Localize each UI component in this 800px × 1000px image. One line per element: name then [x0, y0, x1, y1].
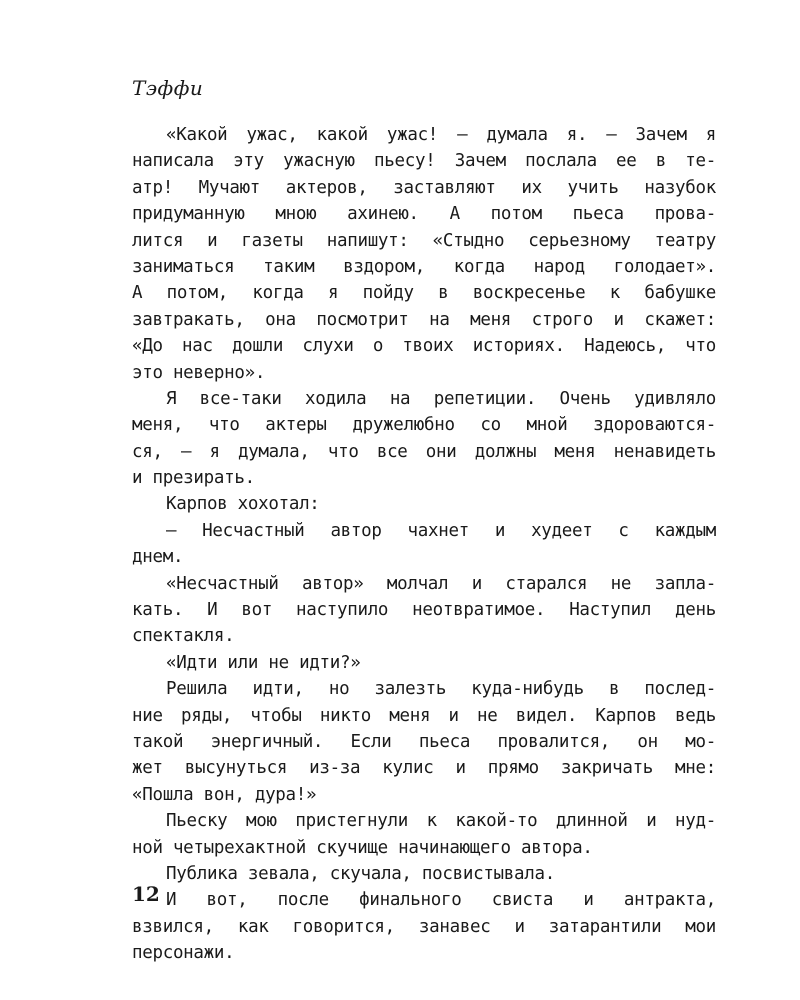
paragraph [132, 122, 716, 386]
text-line: ние ряды, чтобы никто меня и не видел. Карпов ведь [132, 705, 716, 726]
text-line: заниматься таким вздором, когда народ голодает». [132, 256, 716, 277]
text-line: «Идти или не идти?» [166, 652, 361, 673]
paragraph [132, 386, 716, 492]
text-line: написала эту ужасную пьесу! Зачем послала ее в те- [132, 151, 716, 172]
text-line: Пьеску мою пристегнули к какой-то длинной и нуд- [166, 811, 716, 832]
paragraph [132, 676, 716, 808]
text-line: взвился, как говорится, занавес и затарантили мои [132, 916, 716, 937]
text-line: лится и газеты напишут: «Стыдно серьезному театру [132, 230, 716, 251]
text-line: Решила идти, но залезть куда-нибудь в послед- [166, 679, 716, 700]
text-line: «Какой ужас, какой ужас! — думала я. — Зачем я [166, 125, 716, 145]
text-line: днем. [132, 547, 184, 568]
paragraph [132, 887, 716, 966]
text-line: меня, что актеры дружелюбно со мной здороваются- [132, 415, 716, 436]
paragraph [132, 808, 716, 861]
text-line: такой энергичный. Если пьеса провалится, он мо- [132, 731, 716, 752]
text-line: А потом, когда я пойду в воскресенье к бабушке [132, 283, 716, 304]
text-line: это неверно». [132, 362, 266, 383]
text-line: «Несчастный автор» молчал и старался не запла- [166, 573, 716, 594]
text-line: атр! Мучают актеров, заставляют их учить назубок [132, 177, 716, 198]
text-line: персонажи. [132, 943, 235, 964]
paragraph [132, 650, 716, 676]
text-line: Я все-таки ходила на репетиции. Очень удивляло [166, 388, 716, 409]
text-line: — Несчастный автор чахнет и худеет с каждым [166, 520, 716, 541]
text-line: ся, — я думала, что все они должны меня ненавидеть [132, 441, 716, 462]
paragraph [132, 571, 716, 650]
text-line: придуманную мною ахинею. А потом пьеса прова- [132, 204, 716, 225]
text-line: И вот, после финального свиста и антракта, [166, 890, 716, 911]
running-head: Тэффи [132, 76, 204, 100]
text-line: «До нас дошли слухи о твоих историях. Надеюсь, что [132, 336, 716, 357]
paragraph [132, 861, 716, 887]
text-line: кать. И вот наступило неотвратимое. Наступил день [132, 600, 716, 621]
page-number: 12 [132, 882, 160, 906]
text-line: ной четырехактной скучище начинающего автора. [132, 837, 593, 858]
paragraph [132, 491, 716, 517]
text-line: спектакля. [132, 626, 235, 647]
text-line: и презирать. [132, 468, 255, 489]
text-line: завтракать, она посмотрит на меня строго и скажет: [132, 309, 716, 330]
text-line: жет высунуться из-за кулис и прямо закричать мне: [132, 758, 716, 779]
paragraph [132, 518, 716, 571]
text-line: Карпов хохотал: [166, 494, 320, 515]
body-text [132, 122, 716, 967]
text-line: «Пошла вон, дура!» [132, 784, 317, 805]
text-line: Публика зевала, скучала, посвистывала. [166, 863, 555, 884]
